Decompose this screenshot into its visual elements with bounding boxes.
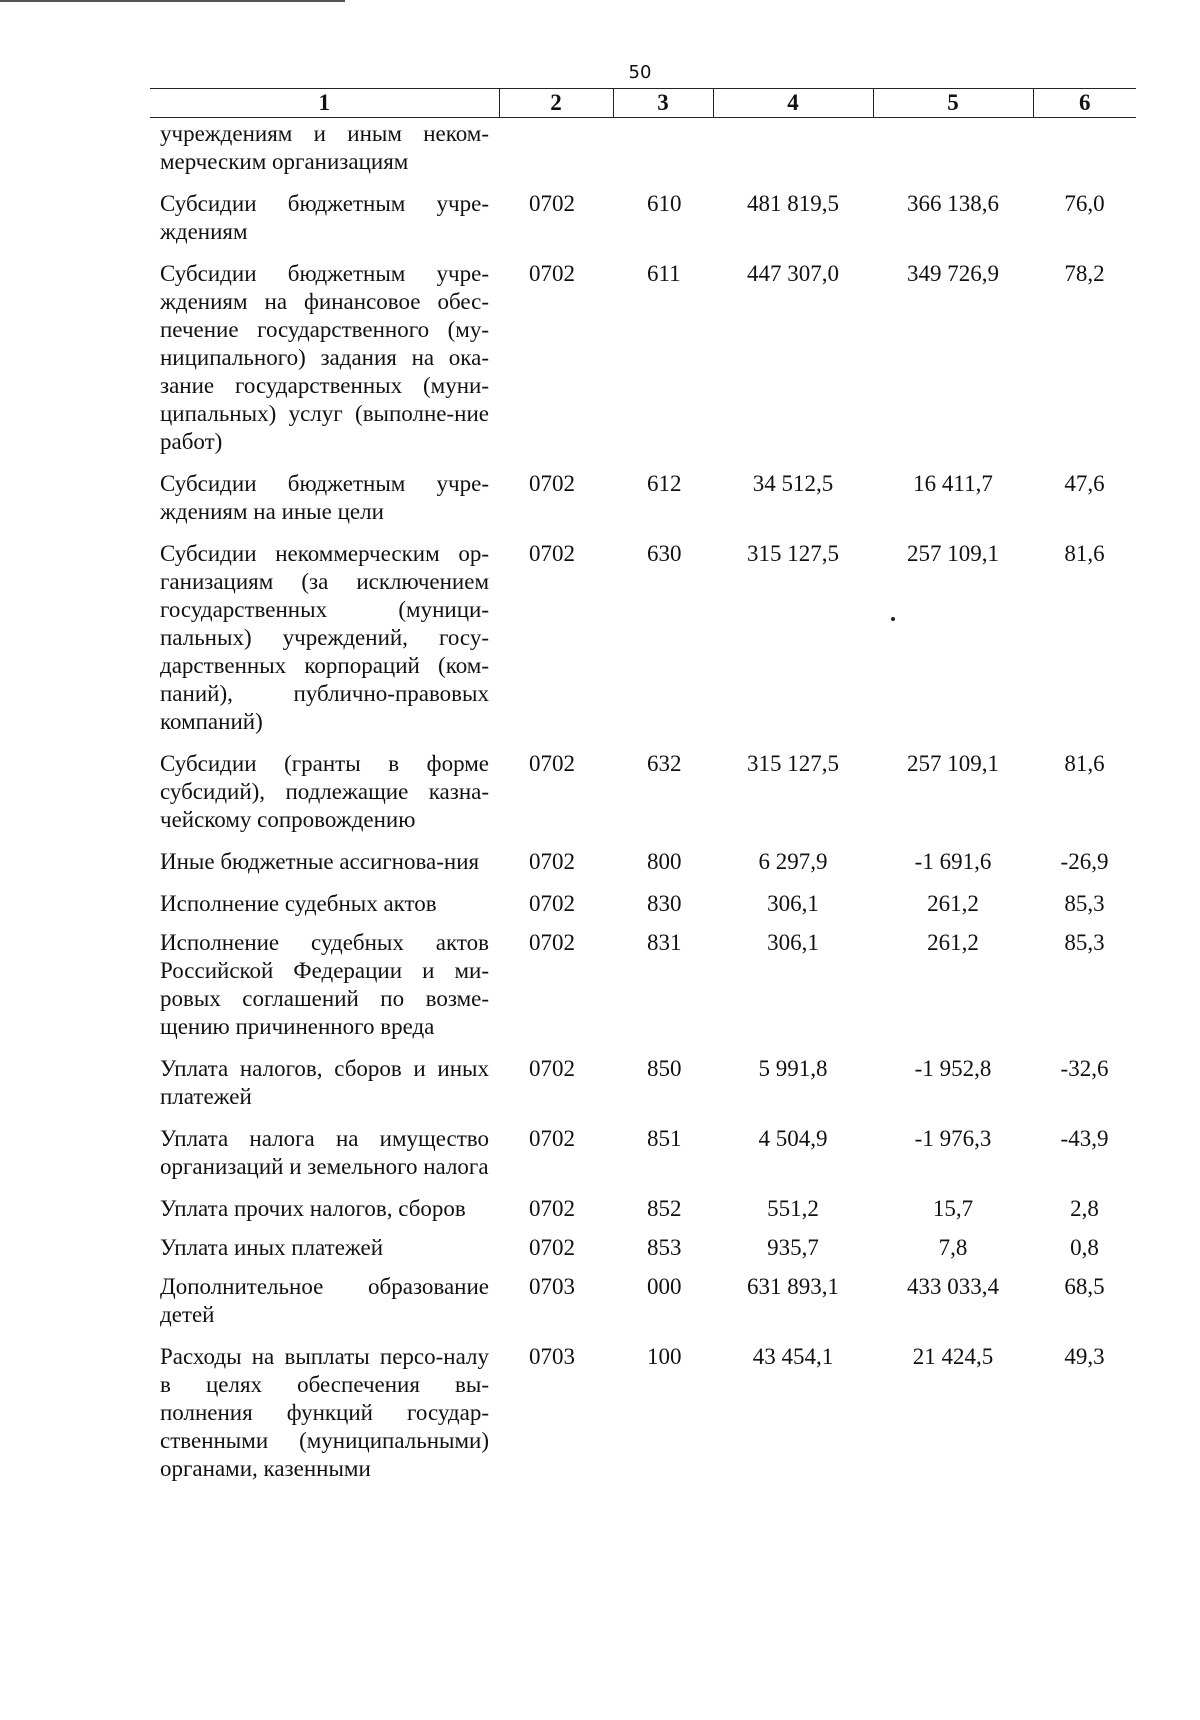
row-percent: 49,3 (1064, 1344, 1105, 1369)
table-row (150, 190, 1136, 260)
row-section: 0702 (529, 471, 575, 496)
row-name: Уплата иных платежей (160, 1235, 384, 1260)
row-plan: 935,7 (767, 1235, 819, 1260)
row-percent (1033, 118, 1136, 191)
row-kind: 000 (647, 1274, 682, 1299)
table-row (150, 1195, 1136, 1234)
table-row (150, 750, 1136, 848)
row-section: 0702 (529, 930, 575, 955)
row-kind: 100 (647, 1344, 682, 1369)
table-row (150, 929, 1136, 1055)
row-kind: 852 (647, 1196, 682, 1221)
row-percent: 85,3 (1064, 930, 1105, 955)
row-executed: -1 691,6 (914, 849, 992, 874)
row-executed: 366 138,6 (907, 191, 999, 216)
column-header-4: 4 (713, 89, 873, 118)
row-plan: 43 454,1 (752, 1344, 834, 1369)
row-kind (613, 118, 713, 191)
row-executed: 257 109,1 (907, 541, 999, 566)
row-plan: 315 127,5 (747, 541, 839, 566)
row-executed: 257 109,1 (907, 751, 999, 776)
scan-speck (891, 617, 895, 621)
table-row (150, 1234, 1136, 1273)
column-header-1: 1 (150, 89, 499, 118)
row-section: 0702 (529, 1056, 575, 1081)
row-executed: 16 411,7 (913, 471, 993, 496)
row-name: Уплата прочих налогов, сборов (160, 1196, 466, 1221)
row-kind: 632 (647, 751, 682, 776)
row-percent: -32,6 (1060, 1056, 1109, 1081)
row-section: 0702 (529, 261, 575, 286)
row-name: Дополнительное образование детей (160, 1274, 489, 1327)
row-name: Субсидии бюджетным учре-ждениям на иные цели (160, 471, 489, 524)
row-kind: 610 (647, 191, 682, 216)
row-name: Исполнение судебных актов (160, 891, 437, 916)
table-row (150, 118, 1136, 191)
row-percent: 81,6 (1064, 751, 1105, 776)
row-plan: 5 991,8 (758, 1056, 828, 1081)
row-plan: 315 127,5 (747, 751, 839, 776)
row-section: 0702 (529, 751, 575, 776)
budget-table (150, 88, 1136, 1497)
row-percent: 68,5 (1064, 1274, 1105, 1299)
row-section: 0702 (529, 1235, 575, 1260)
row-name: Субсидии бюджетным учре-ждениям на финансовое обес-печение государственного (му-ниципального) задания на ока-зание государственных (муни-ципальных) услуг (выполне-ние работ) (160, 261, 489, 454)
table-row (150, 848, 1136, 890)
scan-edge-rule (0, 0, 345, 2)
row-percent: 78,2 (1064, 261, 1105, 286)
row-plan: 306,1 (767, 930, 819, 955)
row-percent: 76,0 (1064, 191, 1105, 216)
row-name: учреждениям и иным неком-мерческим организациям (160, 121, 489, 174)
row-percent: 2,8 (1070, 1196, 1099, 1221)
row-plan: 306,1 (767, 891, 819, 916)
table-row (150, 470, 1136, 540)
row-kind: 853 (647, 1235, 682, 1260)
row-section: 0703 (529, 1344, 575, 1369)
row-executed: 261,2 (927, 930, 979, 955)
row-executed: 7,8 (938, 1235, 968, 1260)
row-executed: 433 033,4 (907, 1274, 999, 1299)
table-body (150, 118, 1136, 1498)
row-name: Субсидии бюджетным учре-ждениям (160, 191, 489, 244)
row-kind: 611 (647, 261, 681, 286)
row-percent: -26,9 (1060, 849, 1109, 874)
column-header-5: 5 (873, 89, 1033, 118)
row-name: Иные бюджетные ассигнова-ния (160, 849, 480, 874)
row-name: Уплата налогов, сборов и иных платежей (160, 1056, 489, 1109)
row-percent: 0,8 (1070, 1235, 1099, 1260)
row-name: Субсидии некоммерческим ор-ганизациям (за исключением государственных (муници-пальных) учреждений, госу-дарственных корпораций (ком-паний), публично-правовых компаний) (160, 541, 489, 734)
table-row (150, 260, 1136, 470)
table-row (150, 1055, 1136, 1125)
table-row (150, 540, 1136, 750)
row-kind: 800 (647, 849, 682, 874)
row-name: Расходы на выплаты персо-налу в целях обеспечения вы-полнения функций государ-ственными (муниципальными) органами, казенными (160, 1344, 489, 1481)
row-name: Уплата налога на имущество организаций и земельного налога (160, 1126, 489, 1179)
row-section: 0702 (529, 1196, 575, 1221)
row-plan: 631 893,1 (747, 1274, 839, 1299)
row-kind: 851 (647, 1126, 682, 1151)
header-row (150, 89, 1136, 118)
row-section: 0703 (529, 1274, 575, 1299)
row-plan (713, 118, 873, 191)
row-kind: 830 (647, 891, 682, 916)
row-executed: 15,7 (932, 1196, 974, 1221)
row-plan: 6 297,9 (758, 849, 828, 874)
row-plan: 447 307,0 (747, 261, 839, 286)
row-executed: 349 726,9 (907, 261, 999, 286)
row-plan: 551,2 (767, 1196, 819, 1221)
row-name: Исполнение судебных актов Российской Федерации и ми-ровых соглашений по возме-щению причиненного вреда (160, 930, 489, 1039)
table-row (150, 890, 1136, 929)
row-section (499, 118, 613, 191)
row-kind: 630 (647, 541, 682, 566)
row-plan: 34 512,5 (752, 471, 834, 496)
column-header-3: 3 (613, 89, 713, 118)
page-number: 50 (628, 62, 652, 83)
row-executed: -1 976,3 (914, 1126, 992, 1151)
column-header-6: 6 (1033, 89, 1136, 118)
row-kind: 850 (647, 1056, 682, 1081)
row-section: 0702 (529, 191, 575, 216)
row-percent: 47,6 (1064, 471, 1105, 496)
row-section: 0702 (529, 849, 575, 874)
table-header (150, 89, 1136, 118)
row-kind: 831 (647, 930, 682, 955)
row-section: 0702 (529, 541, 575, 566)
row-section: 0702 (529, 1126, 575, 1151)
row-name: Субсидии (гранты в форме субсидий), подлежащие казна-чейскому сопровождению (160, 751, 489, 832)
table-row (150, 1273, 1136, 1343)
row-percent: 81,6 (1064, 541, 1105, 566)
row-percent: 85,3 (1064, 891, 1105, 916)
row-section: 0702 (529, 891, 575, 916)
row-plan: 481 819,5 (747, 191, 839, 216)
row-executed: 261,2 (927, 891, 979, 916)
row-executed (873, 118, 1033, 191)
row-executed: 21 424,5 (912, 1344, 994, 1369)
column-header-2: 2 (499, 89, 613, 118)
row-plan: 4 504,9 (758, 1126, 828, 1151)
row-executed: -1 952,8 (914, 1056, 992, 1081)
row-kind: 612 (647, 471, 682, 496)
row-percent: -43,9 (1060, 1126, 1109, 1151)
table-row (150, 1125, 1136, 1195)
table-row (150, 1343, 1136, 1497)
